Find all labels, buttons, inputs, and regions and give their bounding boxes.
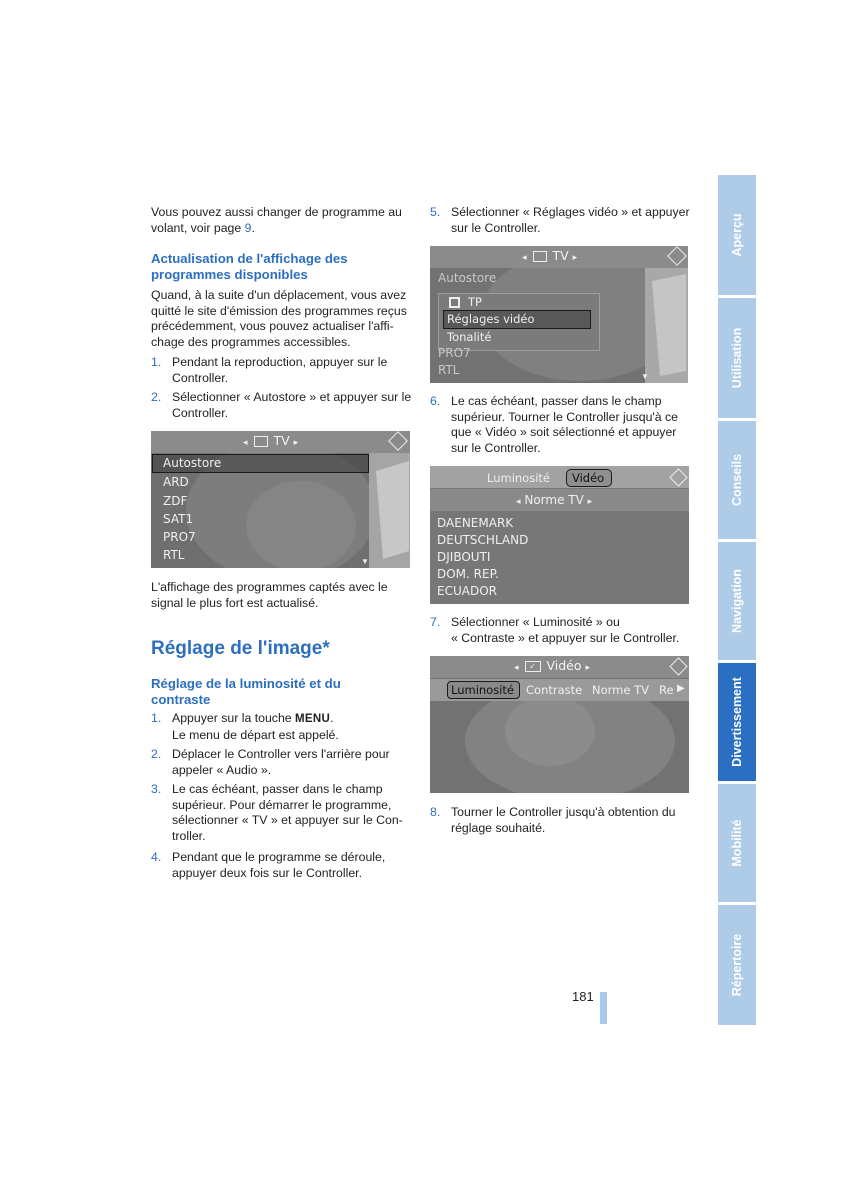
step-4-programme: 4. Pendant que le programme se déroule, appuyer deux fois sur le Controller. (151, 850, 386, 880)
station-item[interactable]: RTL (163, 548, 185, 562)
autostore-caption: L'affichage des programmes captés avec le signal le plus fort est actualisé. (151, 580, 388, 610)
country-item[interactable]: DEUTSCHLAND (437, 533, 529, 547)
step-2-autostore: 2. Sélectionner « Autostore » et appuyer sur le Controller. (151, 390, 412, 420)
actualisation-paragraph: Quand, à la suite d'un déplacement, vous avez quitté le site d'émission des programmes reçus précédemment, vous pouvez actualiser l'affi- chage des programmes accessibles. (151, 288, 407, 349)
tab-norme-tv[interactable]: Norme TV (592, 683, 649, 697)
menu-item-autostore[interactable]: Autostore (163, 456, 222, 470)
station-item[interactable]: ZDF (163, 494, 188, 508)
tv-icon (533, 251, 547, 262)
video-settings-icon: ✓ (525, 661, 541, 672)
station-item[interactable]: PRO7 (438, 346, 471, 360)
side-tab-conseils[interactable]: Conseils (718, 421, 756, 539)
step-1-reproduction: 1. Pendant la reproduction, appuyer sur le Controller. (151, 355, 388, 385)
station-item[interactable]: PRO7 (163, 530, 196, 544)
tv-header: ◂ TV ▸ (243, 433, 299, 448)
screenshot-autostore (151, 431, 410, 568)
chevron-right-icon[interactable]: ▸ (293, 438, 299, 448)
chevron-right-icon[interactable]: ▸ (585, 663, 591, 673)
step-5-reglages-video: 5. Sélectionner « Réglages vidéo » et appuyer sur le Controller. (430, 205, 690, 235)
page-number: 181 (572, 989, 594, 1004)
side-tab-mobilite[interactable]: Mobilité (718, 784, 756, 902)
popup-item-tp[interactable]: TP (468, 295, 482, 309)
scroll-right-icon[interactable]: ▶ (677, 683, 685, 694)
page-number-bar (600, 992, 607, 1024)
top-bar (430, 466, 689, 488)
screenshot-video-settings (430, 656, 689, 793)
tab-luminosite[interactable]: Luminosité (451, 683, 514, 697)
section-heading-actualisation: Actualisation de l'affichage des programmes disponibles (151, 251, 348, 282)
step-7-luminosite: 7. Sélectionner « Luminosité » ou « Contraste » et appuyer sur le Controller. (430, 615, 680, 645)
country-item[interactable]: DAENEMARK (437, 516, 514, 530)
step-8-reglage: 8. Tourner le Controller jusqu'à obtention du réglage souhaité. (430, 805, 676, 835)
tv-header: ◂ TV ▸ (522, 248, 578, 263)
chevron-right-icon[interactable]: ▸ (587, 497, 593, 507)
step-1-menu: 1. Appuyer sur la touche MENU. Le menu de départ est appelé. (151, 711, 339, 742)
chevron-left-icon[interactable]: ◂ (243, 438, 248, 448)
tab-contraste[interactable]: Contraste (526, 683, 583, 697)
popup-item-reglages-video[interactable]: Réglages vidéo (447, 312, 535, 326)
country-item[interactable]: DJIBOUTI (437, 550, 491, 564)
popup-item-tonalite[interactable]: Tonalité (447, 330, 492, 344)
page-link[interactable]: 9 (244, 220, 252, 235)
section-title-reglage-image: Réglage de l'image* (151, 638, 330, 659)
scroll-down-icon[interactable]: ▼ (361, 557, 369, 566)
tv-icon (254, 436, 268, 447)
menu-key-label: MENU (295, 713, 331, 725)
chevron-left-icon[interactable]: ◂ (522, 253, 527, 263)
tp-checkbox-icon[interactable] (449, 297, 460, 308)
video-header: ◂ ✓ Vidéo ▸ (514, 658, 591, 673)
tab-video[interactable]: Vidéo (572, 471, 605, 485)
country-item[interactable]: ECUADOR (437, 584, 497, 598)
chevron-left-icon[interactable]: ◂ (514, 663, 519, 673)
scroll-down-icon[interactable]: ▼ (641, 372, 649, 381)
side-tab-apercu[interactable]: Aperçu (718, 175, 756, 295)
menu-item-autostore[interactable]: Autostore (438, 271, 497, 285)
step-2-audio: 2. Déplacer le Controller vers l'arrière pour appeler « Audio ». (151, 747, 390, 777)
screenshot-reglages-video (430, 246, 688, 383)
side-tab-utilisation[interactable]: Utilisation (718, 298, 756, 418)
screenshot-norme-tv (430, 466, 689, 604)
side-tab-repertoire[interactable]: Répertoire (718, 905, 756, 1025)
country-item[interactable]: DOM. REP. (437, 567, 499, 581)
sub-heading-luminosite: Réglage de la luminosité et du contraste (151, 676, 341, 707)
station-item[interactable]: RTL (438, 363, 460, 377)
chevron-right-icon[interactable]: ▸ (572, 253, 578, 263)
intro-paragraph: Vous pouvez aussi changer de programme au volant, voir page 9. (151, 205, 402, 235)
norme-tv-header: ◂ Norme TV ▸ (516, 493, 593, 507)
side-tab-divertissement[interactable]: Divertissement (718, 663, 756, 781)
tab-truncated[interactable]: Re (659, 683, 674, 697)
chevron-left-icon[interactable]: ◂ (516, 497, 521, 507)
station-item[interactable]: SAT1 (163, 512, 194, 526)
side-tab-navigation[interactable]: Navigation (718, 542, 756, 660)
step-3-tv: 3. Le cas échéant, passer dans le champ supérieur. Pour démarrer le programme, sélectionner « TV » et appuyer sur le Con- troller. (151, 782, 403, 843)
step-6-video-tab: 6. Le cas échéant, passer dans le champ supérieur. Tourner le Controller jusqu'à ce que « Vidéo » soit sélectionné et appuyer sur le Controller. (430, 394, 679, 455)
station-item[interactable]: ARD (163, 475, 189, 489)
tab-luminosite[interactable]: Luminosité (487, 471, 550, 485)
